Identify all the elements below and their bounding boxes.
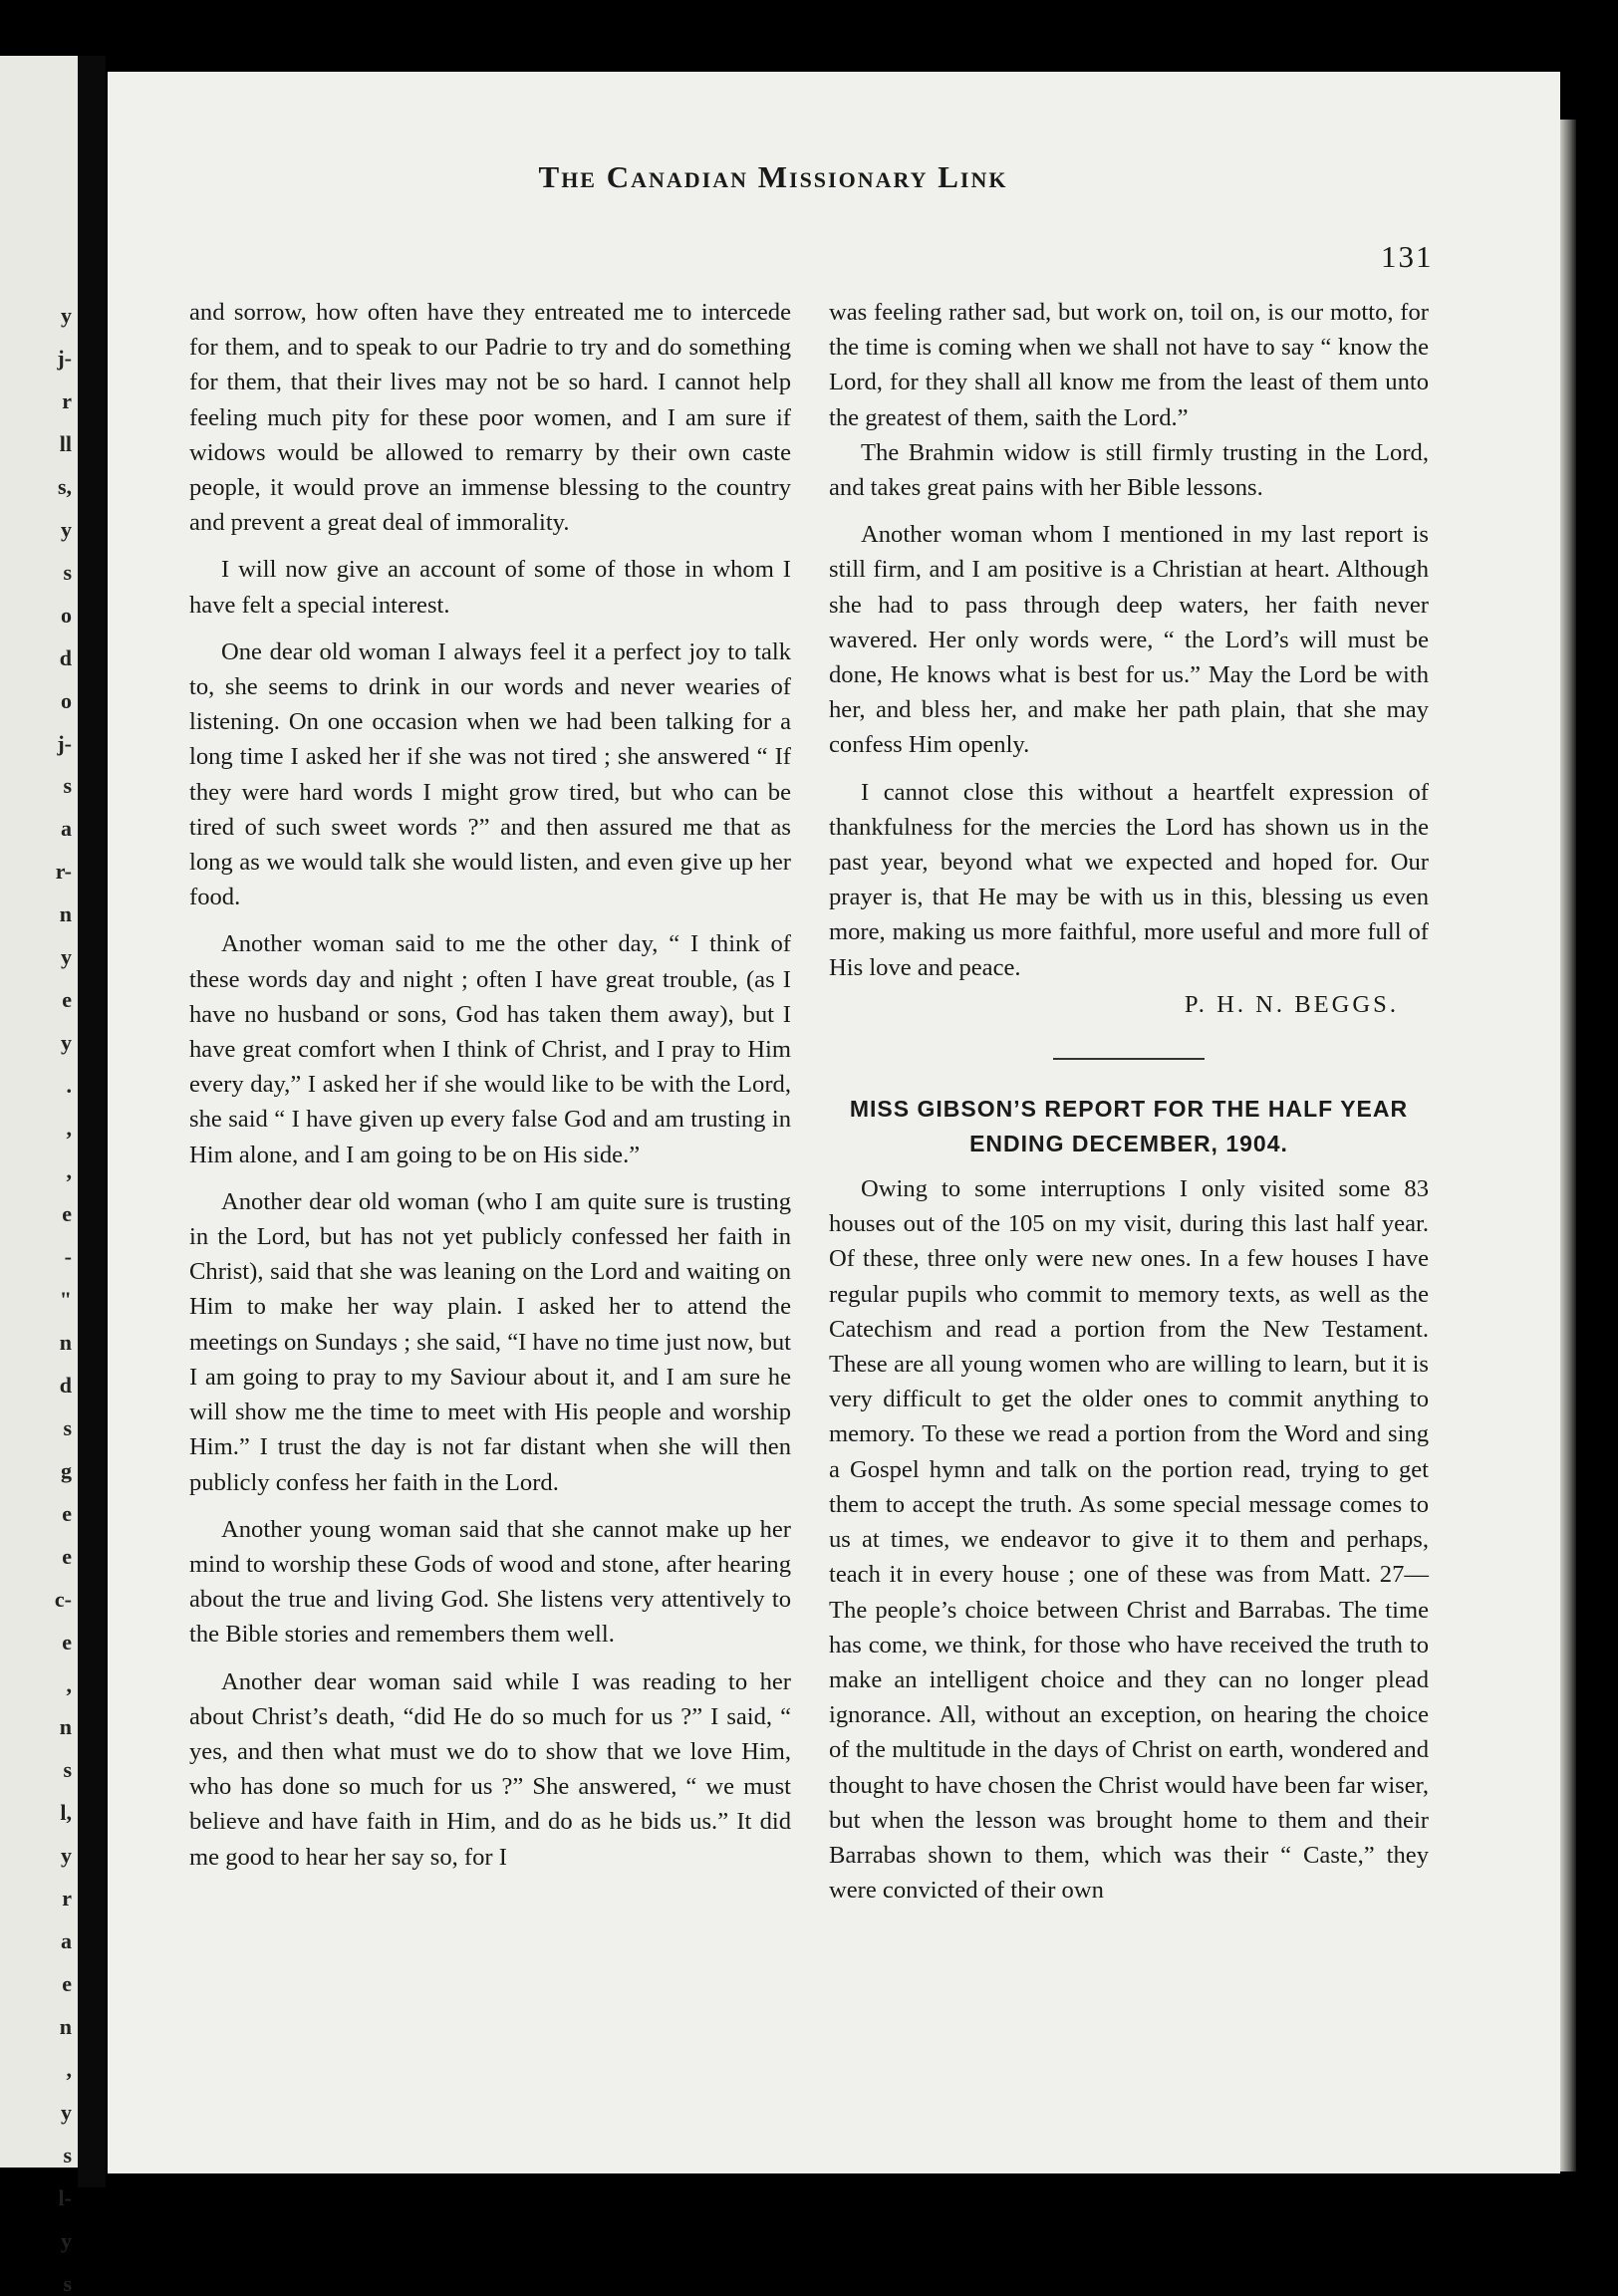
paragraph: Another woman whom I mentioned in my last report is still firm, and I am positive is a Christian at heart. Although she had to pass through deep waters, her faith never wavered. Her only words were, “ the Lord’s will must be done, He knows what is best for us.” May the Lord be with her, and bless her, and make her path plain, that she may confess Him openly. (829, 521, 1429, 759)
running-title: The Canadian Missionary Link (538, 159, 1008, 194)
page-number: 131 (1381, 239, 1434, 274)
right-column (829, 295, 1429, 1908)
facing-page-fragment: y (61, 1030, 72, 1056)
facing-page-fragment: s (63, 1414, 72, 1440)
facing-page-fragment: e (62, 1629, 72, 1655)
facing-page-fragment: e (62, 987, 72, 1013)
facing-page-fragment: a (61, 1928, 72, 1954)
facing-page-fragment: d (59, 644, 72, 670)
paragraph: I will now give an account of some of those in whom I have felt a special interest. (189, 556, 791, 619)
facing-page-fragment: s (63, 559, 72, 585)
facing-page-fragment: y (61, 2100, 72, 2126)
facing-page-fragment: , (66, 1671, 72, 1697)
paragraph: Another dear woman said while I was reading to her about Christ’s death, “did He do so much for us ?” I said, “ yes, and then what must we do to show that we love Him, who has done so much for us ?” She answered, “ we must believe and have faith in Him, and do as he bids us.” It did me good to hear her say so, for I (189, 1667, 791, 1871)
facing-page-fragment: r- (55, 859, 72, 885)
paragraph: Another woman said to me the other day, “ I think of these words day and night ; often I have great trouble, (as I have no husband or sons, God has taken them away), but I have great comfort when I think of Christ, and I pray to Him every day,” I asked her if she would like to be with the Lord, she said “ I have given up every false God and am trusting in Him alone, and I am going to be on His side.” (189, 930, 791, 1168)
facing-page-fragment: , (66, 1158, 72, 1184)
running-header (468, 159, 1078, 219)
facing-page-fragment: s (63, 2142, 72, 2168)
paragraph: and sorrow, how often have they entreated me to intercede for them, and to speak to our Padrie to try and do something for them, that their lives may not be so hard. I cannot help feeling much pity for these poor women, and I am sure if widows would be allowed to remarry by their own caste people, it would prove an immense blessing to the country and prevent a great deal of immorality. (189, 299, 791, 537)
report-heading: MISS GIBSON’S REPORT FOR THE HALF YEAR ENDING DECEMBER, 1904. (849, 1096, 1409, 1157)
facing-page-fragment: s, (57, 473, 72, 499)
facing-page-fragment: g (61, 1457, 72, 1483)
facing-page-fragment: y (61, 303, 72, 328)
facing-page-fragment: e (62, 1971, 72, 1997)
facing-page-fragment: e (62, 1543, 72, 1569)
paragraph: I cannot close this without a heartfelt expression of thankfulness for the mercies the Lord has shown us in the past year, beyond what we expected and hoped for. Our prayer is, that He may be with us in this, blessing us even more, making us more faithful, more useful and more full of His love and peace. (829, 778, 1429, 981)
signature: P. H. N. BEGGS. (1184, 990, 1399, 1018)
facing-page-fragment: y (61, 2227, 72, 2253)
facing-page-fragment: s (63, 773, 72, 799)
facing-page-fragment: l, (60, 1800, 72, 1826)
facing-page-fragment: o (61, 687, 72, 713)
book-gutter (78, 56, 106, 2187)
facing-page-fragment: j- (57, 730, 72, 756)
facing-page-fragment: , (66, 1116, 72, 1142)
section-divider (1053, 1058, 1205, 1060)
paragraph: One dear old woman I always feel it a perfect joy to talk to, she seems to drink in our words and never wearies of listening. On one occasion when we had been talking for a long time I asked her if she was not tired ; she answered “ If they were hard words I might grow tired, but who can be tired of such sweet words ?” and then assured me that as long as we would talk she would listen, and even give up her food. (189, 638, 791, 911)
facing-page-fragment: e (62, 1500, 72, 1526)
facing-page-fragment: y (61, 516, 72, 542)
facing-page-fragment: . (66, 1073, 72, 1099)
paragraph: The Brahmin widow is still firmly trusting in the Lord, and takes great pains with her Bible lessons. (829, 438, 1429, 502)
paragraph: Another dear old woman (who I am quite sure is trusting in the Lord, but has not yet publicly confessed her faith in Christ), said that she was leaning on the Lord and waiting on Him to make her way plain. I asked her to attend the meetings on Sundays ; she said, “I have no time just now, but I am going to pray to my Saviour about it, and I am sure he will show me the time to meet with His people and worship Him.” I trust the day is not far distant when she will then publicly confess her faith in the Lord. (189, 1187, 791, 1496)
facing-page-fragment: e (62, 1201, 72, 1227)
facing-page-fragment: y (61, 1843, 72, 1869)
facing-page-fragment: l- (58, 2184, 72, 2210)
facing-page-fragment: c- (54, 1586, 72, 1612)
facing-page-fragment: n (59, 1714, 72, 1740)
facing-page-edge (0, 56, 78, 2296)
facing-page-fragment: s (63, 1757, 72, 1783)
left-column (189, 295, 791, 1875)
facing-page-fragment: " (59, 1286, 72, 1312)
facing-page-fragment: n (59, 901, 72, 927)
facing-page-fragment: , (66, 2057, 72, 2083)
paragraph: Owing to some interruptions I only visited some 83 houses out of the 105 on my visit, during this last half year. Of these, three only were new ones. In a few houses I have regular pupils who commit to memory texts, as well as the Catechism and read a portion from the New Testament. These are all young women who are willing to learn, but it is very difficult to get the older ones to commit anything to memory. To these we read a portion from the Word and sing a Gospel hymn and talk on the portion read, trying to get them to accept the truth. As some special message comes to us at times, we endeavor to give it to them and perhaps, teach it in every house ; one of these was from Matt. 27—The people’s choice between Christ and Barrabas. The time has come, we think, for those who have received the truth to make an intelligent choice and they can no longer plead ignorance. All, without an exception, on hearing the choice of the multitude in the days of Christ on earth, wondered and thought to have chosen the Christ would have been far wiser, but when the lesson was brought home to them and their Barrabas shown to them, which was their “ Caste,” they were convicted of their own (829, 1175, 1429, 1905)
facing-page-fragment: o (61, 602, 72, 628)
facing-page-fragment: - (64, 1243, 72, 1269)
facing-page-fragment: n (59, 1329, 72, 1355)
page-edge (1560, 120, 1576, 2171)
facing-page-fragment: ll (59, 430, 72, 456)
facing-page-fragment: j- (57, 345, 72, 371)
facing-page-fragment: d (59, 1372, 72, 1398)
facing-page-fragment: a (61, 816, 72, 842)
facing-page-fragment: y (61, 944, 72, 970)
paragraph: was feeling rather sad, but work on, toil on, is our motto, for the time is coming when we shall not have to say “ know the Lord, for they shall all know me from the least of them unto the greatest of them, saith the Lord.” (829, 299, 1429, 431)
facing-page-fragment: n (59, 2014, 72, 2040)
facing-page-fragment: r (62, 387, 72, 413)
facing-page-fragment: s (63, 2270, 72, 2296)
paragraph: Another young woman said that she cannot make up her mind to worship these Gods of wood and stone, after hearing about the true and living God. She listens very attentively to the Bible stories and remembers them well. (189, 1515, 791, 1649)
facing-page-fragment: r (62, 1886, 72, 1912)
